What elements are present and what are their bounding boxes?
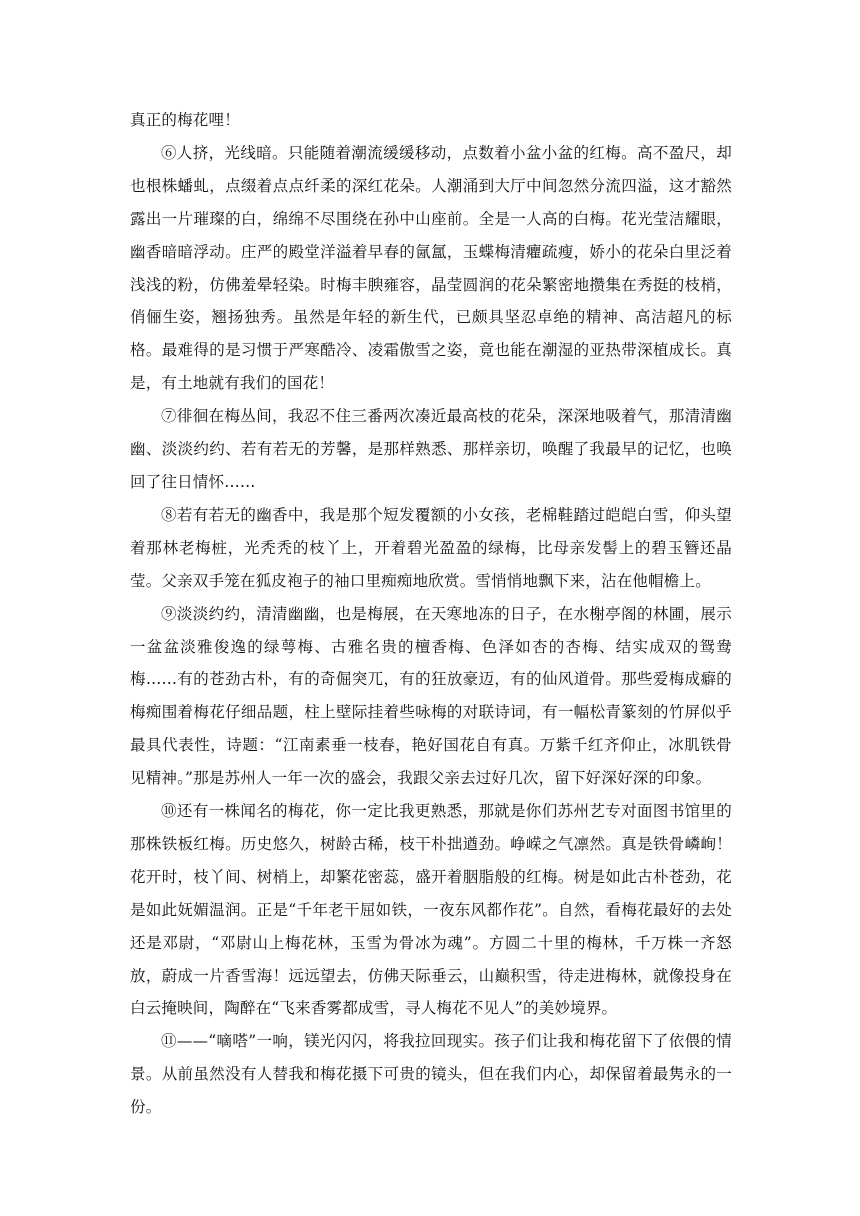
paragraph-11: ⑪——“嘀嗒”一响，镁光闪闪，将我拉回现实。孩子们让我和梅花留下了依偎的情景。从前虽然没有人替我和梅花摄下可贵的镜头，但在我们内心，却保留着最隽永的一份。	[130, 1032, 732, 1117]
paragraph-8: ⑧若有若无的幽香中，我是那个短发覆额的小女孩，老棉鞋踏过皑皑白雪，仰头望着那林老梅桩，光秃秃的枝丫上，开着碧光盈盈的绿梅，比母亲发髻上的碧玉簪还晶莹。父亲双手笼在狐皮袍子的袖口里痴痴地欣赏。雪悄悄地飘下来，沾在他帽檐上。	[130, 505, 732, 590]
paragraph-continuation: 真正的梅花哩！	[130, 111, 240, 129]
paragraph-6: ⑥人挤，光线暗。只能随着潮流缓缓移动，点数着小盆小盆的红梅。高不盈尺，却也根株蟠虬，点缀着点点纤柔的深红花朵。人潮涌到大厅中间忽然分流四溢，这才豁然露出一片璀璨的白，绵绵不尽围绕在孙中山座前。全是一人高的白梅。花光莹洁耀眼，幽香暗暗浮动。庄严的殿堂洋溢着早春的氤氲，玉蝶梅清癯疏瘦，娇小的花朵白里泛着浅浅的粉，仿佛羞晕轻染。时梅丰腴雍容，晶莹圆润的花朵繁密地攒集在秀挺的枝梢，俏俪生姿，翘扬独秀。虽然是年轻的新生代，已颇具坚忍卓绝的精神、高洁超凡的标格。最难得的是习惯于严寒酷冷、凌霜傲雪之姿，竟也能在潮湿的亚热带深植成长。真是，有土地就有我们的国花！	[130, 143, 732, 393]
paragraph-9: ⑨淡淡约约，清清幽幽，也是梅展，在天寒地冻的日子，在水榭亭阁的林圃，展示一盆盆淡雅俊逸的绿萼梅、古雅名贵的檀香梅、色泽如杏的杏梅、结实成双的鸳鸯梅……有的苍劲古朴，有的奇倔突兀，有的狂放豪迈，有的仙风道骨。那些爱梅成癖的梅痴围着梅花仔细品题，柱上壁际挂着些咏梅的对联诗词，有一幅松青篆刻的竹屏似乎最具代表性，诗题：“江南素垂一枝春，艳好国花自有真。万紫千红齐仰止，冰肌铁骨见精神。”那是苏州人一年一次的盛会，我跟父亲去过好几次，留下好深好深的印象。	[130, 604, 732, 788]
paragraph-7: ⑦徘徊在梅丛间，我忍不住三番两次凑近最高枝的花朵，深深地吸着气，那清清幽幽、淡淡约约、若有若无的芳馨，是那样熟悉、那样亲切，唤醒了我最早的记忆，也唤回了往日情怀……	[130, 407, 732, 491]
document-body	[130, 104, 732, 1124]
paragraph-10: ⑩还有一株闻名的梅花，你一定比我更熟悉，那就是你们苏州艺专对面图书馆里的那株铁板红梅。历史悠久，树龄古稀，枝干朴拙遒劲。峥嵘之气凛然。真是铁骨嶙峋！花开时，枝丫间、树梢上，却繁花密蕊，盛开着胭脂般的红梅。树是如此古朴苍劲，花是如此妩媚温润。正是“千年老干屈如铁，一夜东风都作花”。自然，看梅花最好的去处还是邓尉，“邓尉山上梅花林，玉雪为骨冰为魂”。方圆二十里的梅林，千万株一齐怒放，蔚成一片香雪海！远远望去，仿佛天际垂云，山巅积雪，待走进梅林，就像投身在白云掩映间，陶醉在“飞来香雾都成雪，寻人梅花不见人”的美妙境界。	[130, 802, 732, 1018]
